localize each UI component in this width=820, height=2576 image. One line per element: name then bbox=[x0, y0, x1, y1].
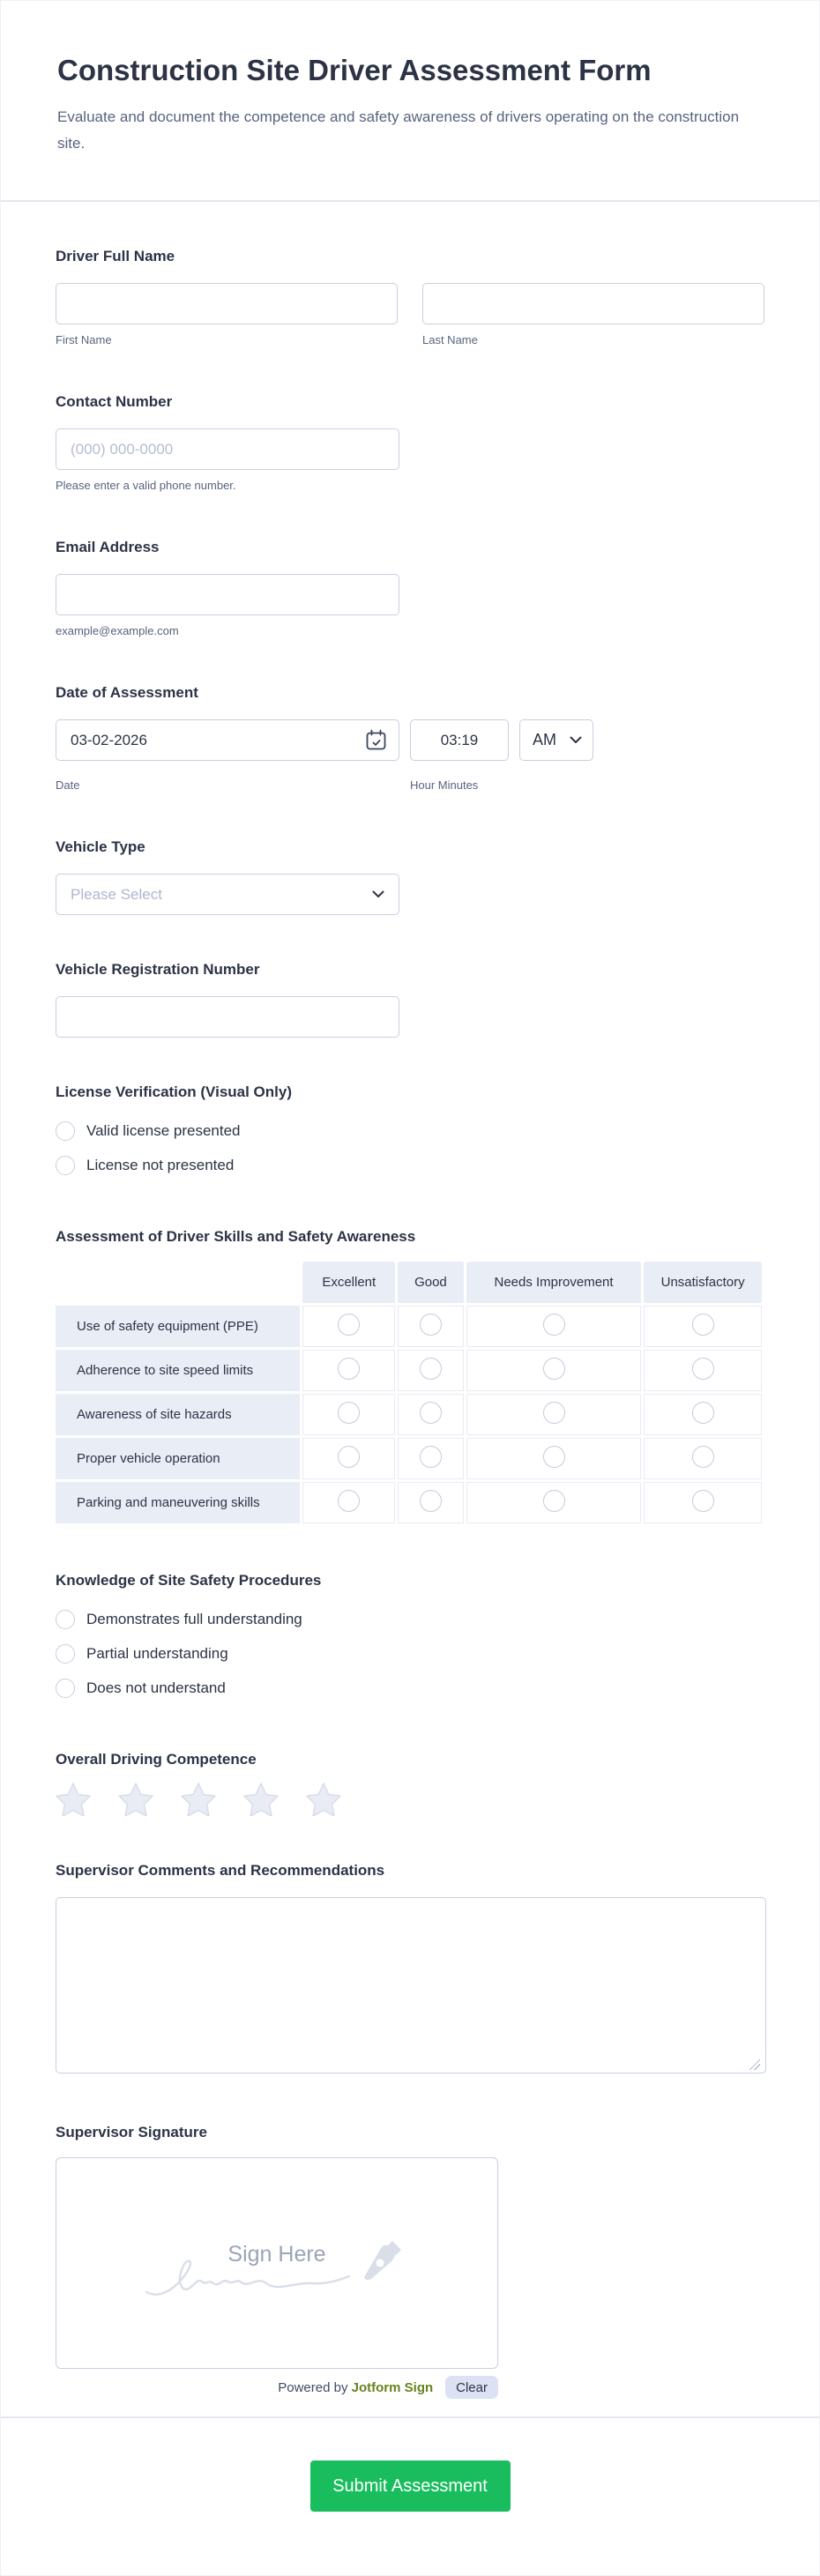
comments-textarea[interactable] bbox=[56, 1897, 766, 2073]
last-name-sublabel: Last Name bbox=[422, 333, 478, 347]
vehicle-type-select[interactable] bbox=[56, 874, 399, 915]
chevron-down-icon bbox=[570, 736, 582, 744]
skills-matrix-table bbox=[53, 1259, 764, 1526]
matrix-radio[interactable] bbox=[338, 1490, 360, 1512]
matrix-row-label: Parking and maneuvering skills bbox=[56, 1482, 300, 1523]
matrix-corner-cell bbox=[56, 1262, 300, 1303]
powered-by-label: Powered by bbox=[278, 2379, 348, 2395]
matrix-radio[interactable] bbox=[692, 1490, 714, 1512]
matrix-radio[interactable] bbox=[338, 1358, 360, 1380]
matrix-radio[interactable] bbox=[420, 1446, 442, 1468]
question-comments bbox=[56, 1860, 764, 2078]
question-signature bbox=[56, 2122, 764, 2399]
matrix-row-label: Adherence to site speed limits bbox=[56, 1350, 300, 1391]
matrix-radio[interactable] bbox=[543, 1402, 565, 1424]
radio-icon[interactable] bbox=[56, 1610, 75, 1629]
email-label: Email Address bbox=[56, 539, 160, 556]
table-row bbox=[56, 1482, 762, 1523]
license-option-not-presented[interactable] bbox=[56, 1148, 764, 1182]
matrix-row-label: Use of safety equipment (PPE) bbox=[56, 1306, 300, 1347]
matrix-radio[interactable] bbox=[420, 1402, 442, 1424]
powered-by-text bbox=[278, 2380, 433, 2395]
knowledge-option-none[interactable] bbox=[56, 1671, 764, 1705]
matrix-radio[interactable] bbox=[420, 1358, 442, 1380]
vehicle-type-label: Vehicle Type bbox=[56, 838, 145, 856]
matrix-col-header: Good bbox=[398, 1262, 464, 1303]
phone-input[interactable] bbox=[56, 428, 399, 470]
matrix-radio[interactable] bbox=[692, 1358, 714, 1380]
question-contact-number bbox=[56, 391, 764, 493]
email-sublabel: example@example.com bbox=[56, 624, 179, 638]
table-row bbox=[56, 1394, 762, 1435]
submit-button[interactable]: Submit Assessment bbox=[310, 2461, 511, 2512]
submit-area bbox=[1, 2425, 819, 2554]
radio-icon[interactable] bbox=[56, 1644, 75, 1664]
table-row bbox=[56, 1350, 762, 1391]
radio-icon[interactable] bbox=[56, 1121, 75, 1141]
license-label: License Verification (Visual Only) bbox=[56, 1083, 292, 1101]
chevron-down-icon bbox=[372, 890, 384, 898]
radio-label: License not presented bbox=[86, 1156, 235, 1173]
matrix-radio[interactable] bbox=[543, 1314, 565, 1336]
signature-pad[interactable] bbox=[56, 2157, 498, 2369]
ampm-select[interactable] bbox=[519, 719, 593, 761]
email-field[interactable] bbox=[56, 574, 399, 615]
matrix-row-label: Proper vehicle operation bbox=[56, 1438, 300, 1479]
question-email bbox=[56, 537, 764, 638]
question-knowledge bbox=[56, 1570, 764, 1705]
matrix-label: Assessment of Driver Skills and Safety Awareness bbox=[56, 1228, 416, 1246]
matrix-radio[interactable] bbox=[543, 1490, 565, 1512]
question-vehicle-type bbox=[56, 837, 764, 915]
question-list bbox=[1, 246, 819, 2399]
table-row bbox=[56, 1306, 762, 1347]
matrix-radio[interactable] bbox=[420, 1314, 442, 1336]
vehicle-type-placeholder: Please Select bbox=[71, 885, 162, 903]
time-sublabel: Hour Minutes bbox=[410, 778, 479, 793]
signature-squiggle-icon bbox=[145, 2257, 352, 2303]
matrix-radio[interactable] bbox=[338, 1402, 360, 1424]
matrix-row-label: Awareness of site hazards bbox=[56, 1394, 300, 1435]
form-header bbox=[1, 1, 819, 156]
vehicle-reg-label: Vehicle Registration Number bbox=[56, 961, 260, 979]
vehicle-reg-input[interactable] bbox=[56, 996, 399, 1038]
question-vehicle-reg bbox=[56, 959, 764, 1038]
matrix-radio[interactable] bbox=[692, 1446, 714, 1468]
matrix-radio[interactable] bbox=[338, 1314, 360, 1336]
contact-number-label: Contact Number bbox=[56, 393, 173, 411]
rating-label: Overall Driving Competence bbox=[56, 1751, 257, 1768]
matrix-col-header: Excellent bbox=[302, 1262, 395, 1303]
first-name-sublabel: First Name bbox=[56, 333, 112, 347]
matrix-radio[interactable] bbox=[692, 1402, 714, 1424]
star-rating bbox=[56, 1783, 764, 1816]
phone-sublabel: Please enter a valid phone number. bbox=[56, 479, 236, 493]
radio-icon[interactable] bbox=[56, 1679, 75, 1698]
ampm-value: AM bbox=[533, 731, 556, 749]
radio-label: Does not understand bbox=[86, 1679, 226, 1696]
date-label: Date of Assessment bbox=[56, 684, 198, 702]
matrix-radio[interactable] bbox=[420, 1490, 442, 1512]
first-name-input[interactable] bbox=[56, 283, 398, 324]
question-license bbox=[56, 1082, 764, 1182]
footer-divider bbox=[1, 2416, 819, 2418]
date-sublabel: Date bbox=[56, 778, 80, 793]
matrix-radio[interactable] bbox=[543, 1446, 565, 1468]
star-icon[interactable] bbox=[243, 1783, 279, 1816]
sign-here-text: Sign Here bbox=[227, 2242, 326, 2267]
matrix-radio[interactable] bbox=[692, 1314, 714, 1336]
license-option-valid[interactable] bbox=[56, 1113, 764, 1148]
question-date bbox=[56, 682, 764, 793]
matrix-col-header: Unsatisfactory bbox=[644, 1262, 762, 1303]
radio-label: Valid license presented bbox=[86, 1121, 241, 1139]
page-title: Construction Site Driver Assessment Form bbox=[57, 54, 652, 86]
radio-label: Demonstrates full understanding bbox=[86, 1610, 302, 1627]
question-skills-matrix bbox=[56, 1226, 764, 1526]
knowledge-option-partial[interactable] bbox=[56, 1636, 764, 1671]
star-icon[interactable] bbox=[56, 1783, 91, 1816]
question-rating bbox=[56, 1749, 764, 1816]
pen-nib-icon bbox=[362, 2239, 402, 2282]
time-input[interactable] bbox=[410, 719, 509, 761]
star-icon[interactable] bbox=[118, 1783, 153, 1816]
knowledge-label: Knowledge of Site Safety Procedures bbox=[56, 1572, 322, 1590]
radio-label: Partial understanding bbox=[86, 1644, 228, 1662]
star-icon[interactable] bbox=[181, 1783, 216, 1816]
comments-label: Supervisor Comments and Recommendations bbox=[56, 1862, 385, 1880]
knowledge-option-full[interactable] bbox=[56, 1602, 764, 1636]
matrix-col-header: Needs Improvement bbox=[466, 1262, 642, 1303]
jotform-sign-brand: Jotform Sign bbox=[351, 2379, 434, 2395]
table-row bbox=[56, 1438, 762, 1479]
last-name-input[interactable] bbox=[422, 283, 764, 324]
date-input[interactable] bbox=[56, 719, 399, 761]
signature-label: Supervisor Signature bbox=[56, 2124, 207, 2141]
calendar-icon[interactable] bbox=[365, 729, 387, 751]
header-divider bbox=[1, 200, 819, 202]
star-icon[interactable] bbox=[306, 1783, 341, 1816]
clear-signature-button[interactable]: Clear bbox=[445, 2376, 498, 2399]
matrix-radio[interactable] bbox=[543, 1358, 565, 1380]
question-driver-name bbox=[56, 246, 764, 347]
driver-name-label: Driver Full Name bbox=[56, 248, 175, 265]
matrix-radio[interactable] bbox=[338, 1446, 360, 1468]
form-subtitle: Evaluate and document the competence and safety awareness of drivers operating on the construction site. bbox=[57, 108, 740, 152]
radio-icon[interactable] bbox=[56, 1156, 75, 1175]
